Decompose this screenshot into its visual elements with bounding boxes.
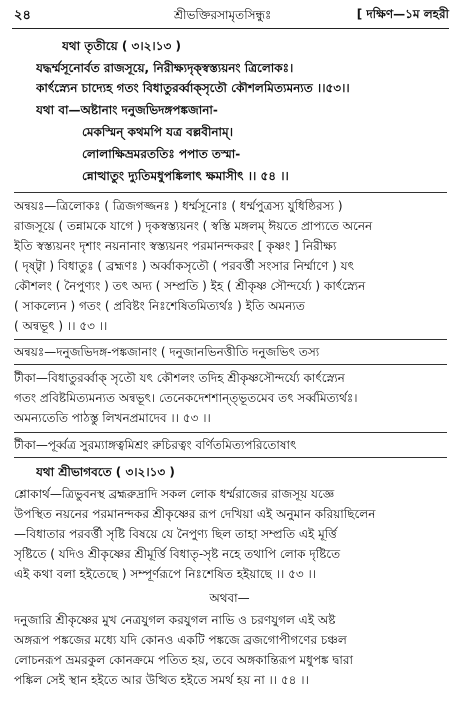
verse2-line2: লোলাক্ষিভ্রমরততিঃ পপাত তস্মা- (82, 147, 241, 161)
athava-line: পঙ্কিল সেই স্থান হইতে আর উত্থিত হইতে সমর্থ হয় না ।। ৫৪ ।। (14, 673, 309, 687)
shlokartha-line: সৃষ্টিতে ( যদিও শ্রীকৃষ্ণের শ্রীমূর্ত্তি বিধাতৃ-সৃষ্ট নহে তথাপি লোক দৃষ্টিতে (14, 547, 341, 561)
anvaya1-line: ( সাকল্যেন ) গতং ( প্রবিষ্টং নিঃশেষিতমিত্যর্থঃ ) ইতি অমন্যত (14, 299, 305, 313)
divider (14, 339, 447, 340)
verse2-line3: ন্নোত্থাতুং দ্যুতিমধুপঙ্কিলাৎ ক্ষমাসীৎ ।। ৫৪ ।। (82, 169, 289, 183)
verse1-intro: যথা তৃতীয়ে ( ৩।২।১৩ ) (62, 39, 181, 53)
book-title: শ্রীভক্তিরসামৃতসিন্ধুঃ (174, 8, 272, 22)
page-header (14, 6, 449, 26)
shlokartha-line: উপস্থিত নয়নের পরমানন্দকর শ্রীকৃষ্ণের রূপ দেখিয়া এই অনুমান করিয়াছিলেন (14, 507, 376, 521)
tika1-line: অমন্যতেতি পাঠস্তু লিখনপ্রমাদেব ।। ৫৩ ।। (14, 411, 211, 425)
bhagavata-intro: যথা শ্রীভাগবতে ( ৩।২।১৩ ) (36, 465, 175, 479)
anvaya1-line: ইতি স্বস্ত্যয়নং দৃশাং নয়নানাং স্বস্ত্যয়নং পরমানন্দকরং [ কৃষ্ণং ] নিরীক্ষ্য (14, 239, 337, 253)
divider (14, 192, 447, 193)
athava-line: অঙ্গরূপ পঙ্কজের মধ্যে যদি কোনও একটি পঙ্কজে ব্রজগোপীগণের চঞ্চল (14, 633, 347, 647)
anvaya1-line: কৌশলং ( নৈপুণ্যং ) তৎ অদ্য ( সম্প্রতি ) ইহ ( শ্রীকৃষ্ণ সৌন্দর্য্যে ) কার্ৎস্ন্যেন (14, 279, 366, 293)
athava-line: দনুজারি শ্রীকৃষ্ণের মুখ নেত্রযুগল করযুগল নাভি ও চরণযুগল এই অষ্ট (14, 613, 336, 627)
verse2-line1: মেকস্মিন্‌ কথমপি যত্র বল্লবীনাম্‌। (82, 125, 233, 139)
anvaya1-line: অন্বয়ঃ—ত্রিলোকঃ ( ত্রিজগজ্জনঃ ) ধর্ম্মসূনোঃ ( ধর্ম্মপুত্রস্য যুধিষ্ঠিরস্য ) (14, 199, 343, 213)
verse2-intro: যথা বা—অষ্টানাং দনুজভিদঙ্গপঙ্কজানা- (36, 103, 218, 117)
shlokartha-line: শ্লোকার্থ—ত্রিভুবনস্থ ব্রহ্মরুদ্রাদি সকল লোক ধর্ম্মরাজের রাজসূয় যজ্ঞে (14, 487, 335, 501)
tika1-line: টীকা—বিধাতুরর্ব্বাক্‌ সৃতৌ যৎ কৌশলং তদিহ শ্রীকৃষ্ণসৌন্দর্য্যে কার্ৎস্ন্যেন (14, 371, 345, 385)
athava-label: অথবা— (209, 591, 250, 605)
divider (14, 432, 447, 433)
page-number: ২৪ (14, 8, 31, 23)
verse1-line1: যদ্ধর্ম্মসূনোর্বত রাজসূয়ে, নিরীক্ষ্যদৃক্‌স্বস্ত্যয়নং ত্রিলোকঃ। (36, 61, 294, 75)
shlokartha-line: —বিধাতার পরবর্ত্তী সৃষ্টি বিষয়ে যে নৈপুণ্য ছিল তাহা সম্প্রতি এই মূর্ত্তি (14, 527, 337, 541)
header-rule (12, 28, 449, 29)
tika1-line: গতং প্রবিষ্টমিত্যমন্যত অন্বভূৎ। তেনেকদেশশান্ত্ভূতমেব তৎ সর্ব্বমিত্যর্থঃ। (14, 391, 358, 405)
anvaya1-line: রাজসূয়ে ( তন্নামকে যাগে ) দৃকস্বস্ত্যয়নং ( স্বস্তি মঙ্গলম্‌ ঈয়তে প্রাপ্যতে অনেন (14, 219, 373, 233)
divider (14, 457, 447, 458)
tika2-line: টীকা—পূর্ব্বত্র সুরম্যাঙ্গত্বমিশ্রং রুচিরত্বং বর্ণিতমিত্যপরিতোষাৎ (14, 438, 297, 452)
section-label: [ দক্ষিণ—১ম লহরী (356, 7, 449, 21)
anvaya1-line: ( অন্বভূৎ ) ।। ৫৩ ।। (14, 319, 108, 333)
athava-line: লোচনরূপ ভ্রমরকুল কোনক্রমে পতিত হয়, তবে অঙ্গকান্তিরূপ মধুপঙ্ক দ্বারা (14, 653, 353, 667)
divider (14, 364, 447, 365)
verse1-line2: কার্ৎস্ন্যেন চাদ্যেহ গতং বিধাতুরর্ব্বাক্‌সৃতৌ কৌশলমিত্যমন্যত ।।৫৩।। (36, 81, 350, 95)
anvaya2-line: অন্বয়ঃ—দনুজভিদঙ্গ-পঙ্কজানাং ( দনুজানভিনত্তীতি দনুজভিৎ তস্য (14, 345, 320, 359)
anvaya1-line: ( দৃষ্ট্বা ) বিধাতুঃ ( ব্রহ্মণঃ ) অর্ব্বাকসৃতৌ ( পরবর্ত্তী সংসার নির্ম্মাণে ) যৎ (14, 259, 354, 273)
shlokartha-line: এই কথা বলা হইতেছে ) সম্পূর্ণরূপে নিঃশেষিত হইয়াছে ।। ৫৩ ।। (14, 567, 317, 581)
